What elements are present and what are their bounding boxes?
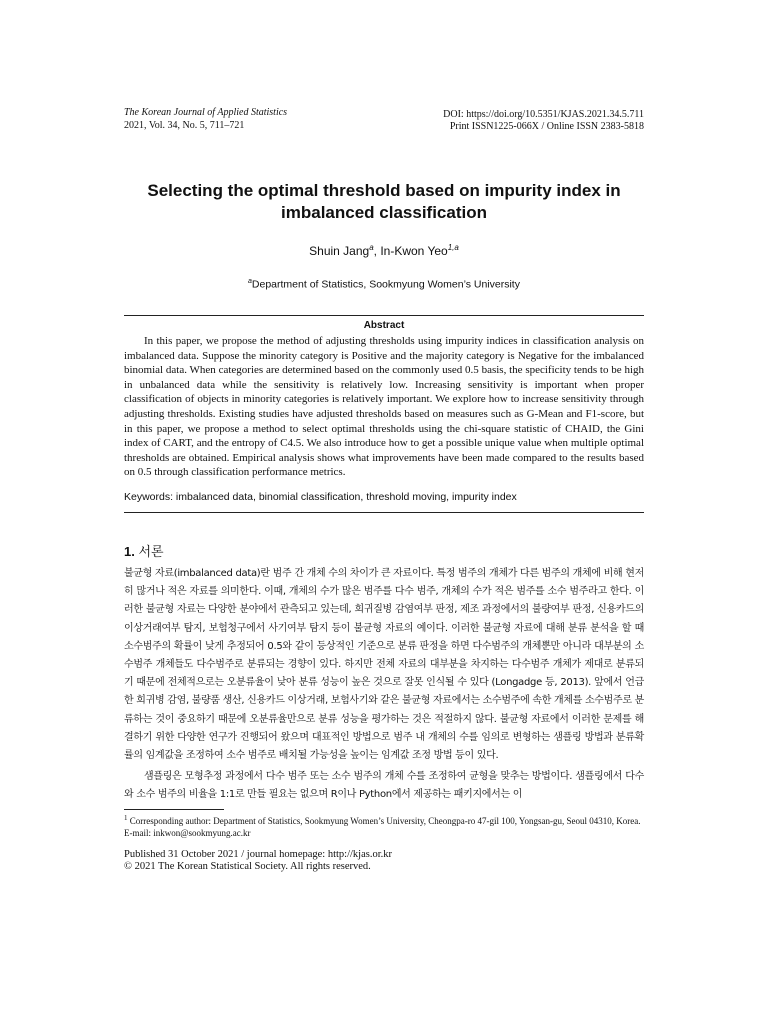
abstract-text: In this paper, we propose the method of adjusting thresholds using impurity indices in classification analysis on imbalanced data. Suppose the minority category is Positive and the majority category is Negative for the imbalanced binomial data. When categories are determined based on the commonly used 0.5 basis, the specificity tends to be high in unbalanced data while the sensitivity is relatively low. Increasing sensitivity is important when proper classification of objects in minority categories is relatively important. We explore how to increase sensitivity through adjusting thresholds. Existing studies have adjusted thresholds based on measures such as G-Mean and F1-score, but in this paper, we propose a method to select optimal thresholds using the chi-square statistic of CHAID, the Gini index of CART, and the entropy of C4.5. We also introduce how to get a possible unique value when multiple optimal thresholds are obtained. Empirical analysis shows what improvements have been made compared to the results based on 0.5 through classification performance metrics.: [124, 335, 644, 479]
copyright-line: © 2021 The Korean Statistical Society. All rights reserved.: [124, 861, 371, 872]
author-1-affil-mark: a: [369, 243, 374, 252]
journal-name: The Korean Journal of Applied Statistics: [124, 107, 288, 118]
issn-text: Print ISSN1225-066X / Online ISSN 2383-5818: [449, 121, 644, 132]
doi-header: [443, 109, 644, 133]
affiliation-text: Department of Statistics, Sookmyung Women’s University: [251, 278, 520, 291]
section-number: 1.: [124, 544, 135, 559]
publication-info: [124, 849, 392, 873]
abstract-top-rule: [124, 315, 644, 316]
footnote-mark: 1: [124, 814, 128, 822]
footnote-rule: [124, 809, 224, 810]
section-title: 서론: [138, 544, 164, 559]
paper-title: Selecting the optimal threshold based on impurity index in imbalanced classification: [147, 181, 621, 222]
published-line: Published 31 October 2021 / journal homepage: http://kjas.or.kr: [124, 849, 393, 860]
affiliation: [100, 278, 668, 291]
doi-link[interactable]: DOI: https://doi.org/10.5351/KJAS.2021.34.5.711: [443, 109, 644, 120]
affiliation-mark: a: [248, 278, 252, 285]
section-heading: [124, 541, 164, 560]
body-paragraph-2: 샘플링은 모형추정 과정에서 다수 범주 또는 소수 범주의 개체 수를 조정하여 균형을 맞추는 방법이다. 샘플링에서 다수와 소수 범주의 비율을 1:1로 만들 필요는 없으며 R이나 Python에서 제공하는 패키지에서는 이: [124, 771, 644, 801]
keywords: Keywords: imbalanced data, binomial classification, threshold moving, impurity index: [124, 491, 517, 503]
abstract-bottom-rule: [124, 512, 644, 513]
footnote-text: Corresponding author: Department of Statistics, Sookmyung Women’s University, Cheongpa-ro 47-gil 100, Yongsan-gu, Seoul 04310, Korea. E-mail: inkwon@sookmyung.ac.kr: [124, 816, 641, 838]
author-2: In-Kwon Yeo: [380, 244, 448, 258]
abstract-heading: Abstract: [363, 320, 405, 331]
author-1: Shuin Jang: [309, 244, 370, 258]
journal-volume: 2021, Vol. 34, No. 5, 711–721: [124, 120, 245, 131]
footnote: [124, 813, 644, 839]
body-paragraph-1: 불균형 자료(imbalanced data)란 범주 간 개체 수의 차이가 큰 자료이다. 특정 범주의 개체가 다른 범주의 개체에 비해 현저히 많거나 적은 자료를 의미한다. 이때, 개체의 수가 많은 범주를 다수 범주, 개체의 수가 적은 범주를 소수 범주라고 한다. 이러한 불균형 자료는 다양한 분야에서 관측되고 있는데, 희귀질병 감염여부 판정, 제조 과정에서의 불량여부 판정, 신용카드의 이상거래여부 탐지, 보험청구에서 사기여부 탐지 등이 불균형 자료의 예이다. 이러한 불균형 자료에 대해 분류 분석을 할 때 소수범주의 확률이 낮게 추정되어 0.5와 같이 등상적인 기준으로 분류 판정을 하면 다수범주의 개체뿐만 아니라 대부분의 소수범주 개체들도 다수범주로 분류되는 경향이 있다. 하지만 전체 자료의 대부분을 차지하는 다수범주 개체가 제대로 분류되기 때문에 전체적으로는 오분류율이 낮아 분류 성능이 높은 것으로 잘못 인식될 수 있다 (Longadge 등, 2013). 앞에서 언급한 희귀병 감염, 불량품 생산, 신용카드 이상거래, 보험사기와 같은 불균형 자료에서는 소수범주에 속한 개체를 소수범주로 분류하는 것이 중요하기 때문에 오분류율만으로 분류 성능을 평가하는 것은 적절하지 않다. 불균형 자료에서 이러한 문제를 해결하기 위한 다양한 연구가 진행되어 왔으며 대표적인 방법으로 범주 내 개체의 수를 임의로 변형하는 샘플링 방법과 분류확률의 임계값을 조정하여 소수 범주로 배치될 가능성을 높이는 임계값 조정 방법 등이 있다.: [124, 568, 644, 762]
author-separator: ,: [373, 244, 381, 258]
journal-header: [124, 106, 287, 132]
author-2-affil-mark: 1,a: [447, 243, 459, 252]
author-line: [100, 243, 668, 258]
